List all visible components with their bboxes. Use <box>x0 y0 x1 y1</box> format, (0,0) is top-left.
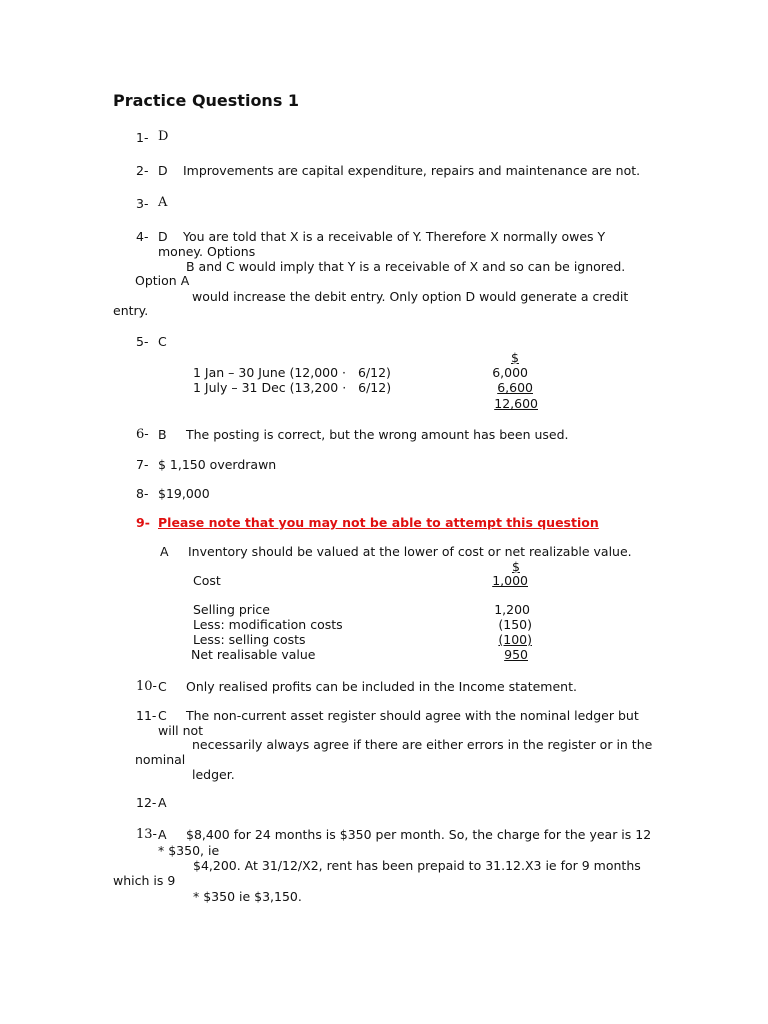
q4-line: would increase the debit entry. Only option D would generate a credit <box>192 289 629 304</box>
q9-row-label: Net realisable value <box>191 647 316 662</box>
q4-number: 4- <box>136 229 149 244</box>
q9-currency-header: $ <box>512 559 520 574</box>
q9-row-label: Selling price <box>193 602 270 617</box>
q13-line: $8,400 for 24 months is $350 per month. So, the charge for the year is 12 <box>186 827 652 842</box>
q5-row-label: 1 July – 31 Dec (13,200 · 6/12) <box>193 380 392 395</box>
q4-line: Option A <box>135 273 190 288</box>
q10-answer: C <box>158 679 167 694</box>
q13-line: * $350 ie $3,150. <box>193 889 302 904</box>
q1-number: 1- <box>136 130 149 145</box>
q2-text: Improvements are capital expenditure, repairs and maintenance are not. <box>183 163 641 178</box>
q10-text: Only realised profits can be included in the Income statement. <box>186 679 577 694</box>
q4-line: B and C would imply that Y is a receivable of X and so can be ignored. <box>186 259 626 274</box>
q5-row-value: 6,000 <box>492 365 528 380</box>
q5-row-value: 6,600 <box>497 380 533 395</box>
q9-cost-label: Cost <box>193 573 221 588</box>
q10-number: 10- <box>136 679 157 694</box>
q4-line: entry. <box>113 303 149 318</box>
q6-answer: B <box>158 427 167 442</box>
q11-answer: C <box>158 708 167 723</box>
q13-line: which is 9 <box>113 873 176 888</box>
q5-currency-header: $ <box>511 350 519 365</box>
q9-cost-value: 1,000 <box>492 573 528 588</box>
q5-total: 12,600 <box>494 396 538 411</box>
q6-text: The posting is correct, but the wrong amount has been used. <box>186 427 569 442</box>
q9-row-value: 950 <box>504 647 528 662</box>
q9-row-value: (100) <box>498 632 532 647</box>
q13-number: 13- <box>136 827 157 842</box>
q11-line: ledger. <box>192 767 235 782</box>
q4-answer: D <box>158 229 168 244</box>
q9-row-value: (150) <box>498 617 532 632</box>
q11-line: The non-current asset register should agree with the nominal ledger but <box>186 708 639 723</box>
q5-row-label: 1 Jan – 30 June (12,000 · 6/12) <box>193 365 391 380</box>
q8-text: $19,000 <box>158 486 210 501</box>
q13-line: $4,200. At 31/12/X2, rent has been prepaid to 31.12.X3 ie for 9 months <box>193 858 641 873</box>
page-title: Practice Questions 1 <box>113 91 300 110</box>
q4-line: You are told that X is a receivable of Y. Therefore X normally owes Y <box>183 229 606 244</box>
q9-note: Please note that you may not be able to attempt this question <box>158 515 599 530</box>
q3-number: 3- <box>136 196 149 211</box>
q13-line: * $350, ie <box>158 843 220 858</box>
q4-line: money. Options <box>158 244 256 259</box>
q9-number: 9- <box>136 515 150 530</box>
q5-answer: C <box>158 334 167 349</box>
q1-answer: D <box>158 129 169 144</box>
q11-line: nominal <box>135 752 186 767</box>
q9-row-label: Less: modification costs <box>193 617 343 632</box>
q8-number: 8- <box>136 486 149 501</box>
q9-row-label: Less: selling costs <box>193 632 306 647</box>
q11-number: 11- <box>136 708 157 723</box>
q11-line: will not <box>158 723 204 738</box>
q9-text: Inventory should be valued at the lower of cost or net realizable value. <box>188 544 632 559</box>
q7-number: 7- <box>136 457 149 472</box>
q5-number: 5- <box>136 334 149 349</box>
q6-number: 6- <box>136 427 149 442</box>
q11-line: necessarily always agree if there are either errors in the register or in the <box>192 737 653 752</box>
q2-number: 2- <box>136 163 149 178</box>
q9-answer: A <box>160 544 169 559</box>
q2-answer: D <box>158 163 168 178</box>
q12-answer: A <box>158 795 167 810</box>
q7-text: $ 1,150 overdrawn <box>158 457 277 472</box>
q3-answer: A <box>158 195 168 210</box>
q13-answer: A <box>158 827 167 842</box>
q9-row-value: 1,200 <box>494 602 530 617</box>
q12-number: 12- <box>136 795 157 810</box>
